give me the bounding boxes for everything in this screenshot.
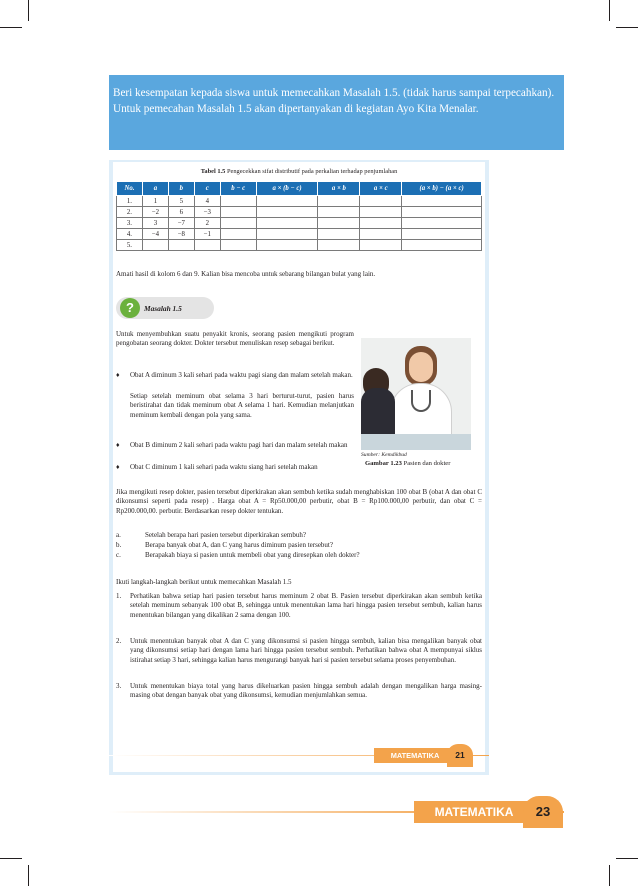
table-caption-text: Pengecekkan sifat distributif pada perkalian terhadap penjumlahan	[226, 168, 398, 175]
bullet-obat-c: Obat C diminum 1 kali sehari pada waktu siang hari setelah makan	[130, 463, 318, 471]
table-cell	[360, 196, 402, 207]
bullet-obat-a-detail: Setiap setelah meminum obat selama 3 hari berturut-turut, pasien harus beristirahat dan tidak meminum obat A selama 1 hari. Kemudian melanjutkan meminum kembali dengan pola yang sama.	[130, 392, 354, 419]
masalah-badge	[116, 297, 214, 319]
table-caption	[113, 168, 485, 175]
problem-intro: Untuk menyembuhkan suatu penyakit kronis, seorang pasien mengikuti program pengobatan seorang dokter. Dokter tersebut menuliskan resep sebagai berikut.	[116, 330, 354, 348]
table-cell	[318, 240, 360, 251]
table-body	[117, 196, 482, 251]
table-cell	[402, 218, 482, 229]
figure-source: Sumber: Kemdikbud	[361, 452, 407, 458]
masalah-label: Masalah 1.5	[144, 304, 182, 313]
bullet-icon: ♦	[116, 371, 120, 379]
table-cell: 4.	[117, 229, 143, 240]
step-number: 1.	[116, 592, 122, 600]
page-footer	[109, 796, 564, 832]
table-cell	[360, 229, 402, 240]
crop-mark	[28, 0, 29, 21]
table-cell: 4	[194, 196, 220, 207]
table-cell	[360, 207, 402, 218]
figure-caption-text: Pasien dan dokter	[403, 460, 451, 467]
table-header-cell: (a × b) − (a × c)	[402, 182, 482, 196]
table-cell	[220, 240, 256, 251]
step-number: 2.	[116, 637, 122, 645]
question-text: Berapakah biaya si pasien untuk membeli obat yang diresepkan oleh dokter?	[145, 551, 360, 559]
table-cell	[220, 196, 256, 207]
table-header-cell: b	[168, 182, 194, 196]
bullet-icon: ♦	[116, 463, 120, 471]
steps-intro: Ikuti langkah-langkah berikut untuk memecahkan Masalah 1.5	[116, 578, 292, 586]
table-header-cell: c	[194, 182, 220, 196]
step-number: 3.	[116, 682, 122, 690]
bullet-obat-a: Obat A diminum 3 kali sehari pada waktu pagi siang dan malam setelah makan.	[130, 371, 353, 379]
crop-mark	[609, 865, 610, 886]
table-cell: 3	[142, 218, 168, 229]
bullet-icon: ♦	[116, 441, 120, 449]
question-letter: a.	[116, 531, 121, 539]
table-header-row	[117, 182, 482, 196]
table-cell	[360, 218, 402, 229]
crop-mark	[609, 0, 610, 21]
table-cell: −8	[168, 229, 194, 240]
observe-note: Amati hasil di kolom 6 dan 9. Kalian bisa mencoba untuk sebarang bilangan bulat yang lain.	[116, 270, 376, 278]
table-cell	[402, 229, 482, 240]
table-cell	[402, 240, 482, 251]
step-text: Untuk menentukan banyak obat A dan C yang dikonsumsi si pasien hingga sembuh, kalian bisa mengalikan banyak obat yang dikonsumsi setiap hari dengan lama hari hingga pasien tersebut sembuh. Perhatikan bahwa obat A mempunyai siklus istirahat setiap 3 hari, sehingga kalian harus mengurangi banyak hari si pasien tersebut selama proses penyembuhan.	[130, 637, 482, 664]
table-cell	[256, 207, 318, 218]
question-text: Berapa banyak obat A, dan C yang harus diminum pasien tersebut?	[145, 541, 333, 549]
question-letter: b.	[116, 541, 122, 549]
table-cell	[318, 196, 360, 207]
table-cell	[220, 207, 256, 218]
table-caption-label: Tabel 1.5	[200, 168, 226, 175]
crop-mark	[616, 27, 638, 28]
crop-mark	[616, 858, 638, 859]
table-cell	[220, 229, 256, 240]
table-cell: −1	[194, 229, 220, 240]
table-cell: −2	[142, 207, 168, 218]
table-cell	[256, 240, 318, 251]
table-cell	[318, 229, 360, 240]
step-text: Perhatikan bahwa setiap hari pasien tersebut harus meminum 2 obat B. Pasien tersebut diperkirakan akan sembuh ketika setelah meminum sebanyak 100 obat B, sehingga untuk menentukan lama hari hingga pasien tersebut sembuh, kalian harus menentukan bilangan yang dikalikan 2 sama dengan 100.	[130, 592, 482, 619]
table-cell	[256, 218, 318, 229]
table-cell	[402, 207, 482, 218]
table-header-cell: No.	[117, 182, 143, 196]
table-cell: 1.	[117, 196, 143, 207]
table-cell	[220, 218, 256, 229]
table-cell	[318, 207, 360, 218]
inner-footer-subject: MATEMATIKA	[374, 748, 456, 763]
figure-caption	[365, 460, 450, 467]
table-header-cell: a	[142, 182, 168, 196]
question-icon: ?	[120, 298, 140, 318]
table-cell	[142, 240, 168, 251]
step-text: Untuk menentukan biaya total yang harus dikeluarkan pasien hingga sembuh adalah dengan mengalikan harga masing-masing obat dengan banyak obat yang dikonsumsi, kemudian menjumlahkan semua.	[130, 682, 482, 700]
crop-mark	[0, 27, 22, 28]
table-cell: −4	[142, 229, 168, 240]
teacher-note-line1: Beri kesempatan kepada siswa untuk memecahkan Masalah 1.5. (tidak harus sampai terpecahkan).	[113, 87, 555, 99]
crop-mark	[0, 858, 22, 859]
table-cell: 2.	[117, 207, 143, 218]
teacher-note-line2: Untuk pemecahan Masalah 1.5 akan dipertanyakan di kegiatan Ayo Kita Menalar.	[113, 103, 479, 115]
problem-conditions: Jika mengikuti resep dokter, pasien tersebut diperkirakan akan sembuh ketika sudah menghabiskan 100 obat B (obat A dan obat C dikonsumsi seperti pada resep) . Harga obat A = Rp50.000,00 perbutir, obat B = Rp100.000,00 perbutir, dan obat C = Rp200.000,00. perbutir. Berdasarkan resep dokter tentukan.	[116, 488, 482, 515]
table-row	[117, 196, 482, 207]
table-cell: 5	[168, 196, 194, 207]
crop-mark	[28, 865, 29, 886]
question-letter: c.	[116, 551, 121, 559]
table-cell	[168, 240, 194, 251]
distributive-table	[116, 181, 482, 251]
table-row	[117, 229, 482, 240]
table-cell: 3.	[117, 218, 143, 229]
bullet-obat-b: Obat B diminum 2 kali sehari pada waktu pagi hari dan malam setelah makan	[130, 441, 348, 449]
table-cell: 1	[142, 196, 168, 207]
table-cell: −3	[194, 207, 220, 218]
doctor-patient-photo	[361, 338, 471, 450]
table-cell: 6	[168, 207, 194, 218]
student-page	[113, 162, 485, 772]
table-header-cell: a × (b − c)	[256, 182, 318, 196]
table-row	[117, 218, 482, 229]
table-cell	[256, 229, 318, 240]
table-row	[117, 207, 482, 218]
table-cell	[402, 196, 482, 207]
table-header-cell: a × b	[318, 182, 360, 196]
inner-page-footer	[109, 744, 489, 770]
table-cell	[318, 218, 360, 229]
question-text: Setelah berapa hari pasien tersebut diperkirakan sembuh?	[145, 531, 306, 539]
footer-subject: MATEMATIKA	[414, 801, 534, 823]
table-cell: −7	[168, 218, 194, 229]
table-cell	[194, 240, 220, 251]
table-cell: 5.	[117, 240, 143, 251]
table-row	[117, 240, 482, 251]
table-header-cell: b − c	[220, 182, 256, 196]
page-number: 23	[523, 796, 563, 828]
table-cell	[256, 196, 318, 207]
teacher-note-box	[109, 75, 564, 150]
inner-page-number: 21	[447, 744, 473, 767]
figure-caption-label: Gambar 1.23	[365, 460, 402, 467]
table-cell: 2	[194, 218, 220, 229]
table-cell	[360, 240, 402, 251]
table-header-cell: a × c	[360, 182, 402, 196]
